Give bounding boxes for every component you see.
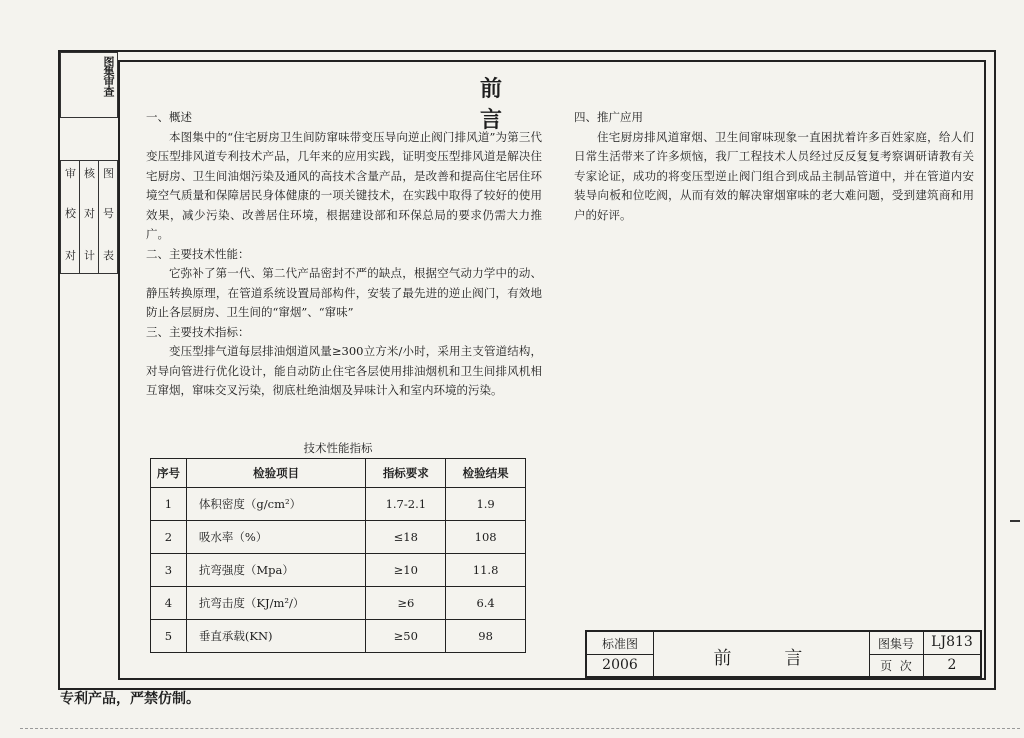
tb-set-label: 图集号 — [877, 637, 914, 651]
table-row — [151, 587, 526, 620]
side-col-1 — [61, 161, 80, 273]
table-cell: 3 — [151, 554, 187, 587]
table-header-cell: 指标要求 — [366, 459, 446, 488]
tb-standard-label: 标准图 — [601, 637, 638, 651]
tb-page-number: 2 — [947, 657, 957, 673]
section-2-heading: 二、主要技术性能： — [146, 246, 250, 261]
table-row — [151, 620, 526, 653]
table-cell: 98 — [446, 620, 526, 653]
section-1-body: 本图集中的“住宅厨房卫生间防窜味带变压导向逆止阀门排风道”为第三代变压型排风道专利技术产品，几年来的应用实践，证明变压型排风道是解决住宅厨房、卫生间油烟污染及通风的高技术含量产品，是改善和提高住宅居住环境空气质量和保障居民身体健康的一项关键技术，在实践中取得了较好的使用效果，减少污染、改善居住环境，根据建设部和环保总局的要求仍需大力推广。 — [146, 129, 542, 241]
side-label: 对 — [84, 207, 95, 220]
table-header-cell: 序号 — [151, 459, 187, 488]
table-header-row — [151, 459, 526, 488]
side-label: 图 — [103, 167, 114, 180]
tb-divider — [587, 654, 653, 655]
table-header-cell: 检验项目 — [186, 459, 366, 488]
table-cell: 11.8 — [446, 554, 526, 587]
section-4-body: 住宅厨房排风道窜烟、卫生间窜味现象一直困扰着许多百姓家庭，给人们日常生活带来了许多烦恼，我厂工程技术人员经过反反复复考察调研请教有关专家论证，成功的将变压型逆止阀门组合到成品主制品管道中，并在管道内安装导向板和位吃阀，从而有效的解决窜烟窜味的老大难问题，受到建筑商和用户的好评。 — [574, 129, 974, 222]
spec-table — [150, 458, 526, 653]
section-3-body: 变压型排气道每层排油烟道风量≥300立方米/小时，采用主支管道结构，对导向管进行优化设计，能自动防止住宅各层使用排油烟机和卫生间排风机相互窜烟，窜味交叉污染，彻底杜绝油烟及异味计入和室内环境的污染。 — [146, 344, 542, 397]
scan-edge-line — [20, 728, 1020, 729]
table-row — [151, 554, 526, 587]
table-cell: 抗弯击度（KJ/m²/） — [186, 587, 366, 620]
left-column — [146, 108, 542, 401]
side-label: 校 — [65, 207, 76, 220]
side-label: 表 — [103, 249, 114, 262]
side-col-3 — [99, 161, 118, 273]
scan-edge-mark — [1010, 520, 1020, 522]
table-row — [151, 521, 526, 554]
approval-stamp: 图集审查 — [60, 52, 118, 118]
section-3-heading: 三、主要技术指标： — [146, 324, 250, 339]
table-caption: 技术性能指标 — [303, 441, 373, 455]
table-cell: 1 — [151, 488, 187, 521]
side-col-2 — [80, 161, 99, 273]
table-cell: 体积密度（g/cm²） — [186, 488, 366, 521]
table-cell: 垂直承载(KN) — [186, 620, 366, 653]
table-cell: 4 — [151, 587, 187, 620]
side-label: 核 — [84, 167, 95, 180]
tb-sheet-name: 前 言 — [713, 648, 809, 669]
footer-patent-note: 专利产品，严禁仿制。 — [60, 691, 200, 707]
table-cell: ≥10 — [366, 554, 446, 587]
tb-set-number: LJ813 — [931, 634, 973, 650]
table-row — [151, 488, 526, 521]
table-cell: 1.7-2.1 — [366, 488, 446, 521]
table-cell: ≥50 — [366, 620, 446, 653]
page-title: 前 言 — [480, 76, 555, 133]
side-label: 对 — [65, 249, 76, 262]
side-signature-grid — [60, 160, 118, 274]
title-block — [585, 630, 982, 678]
tb-divider — [869, 654, 981, 655]
right-column — [574, 108, 974, 225]
table-cell: 1.9 — [446, 488, 526, 521]
table-header-cell: 检验结果 — [446, 459, 526, 488]
table-cell: ≥6 — [366, 587, 446, 620]
side-label: 计 — [84, 249, 95, 262]
table-cell: 108 — [446, 521, 526, 554]
side-label: 号 — [103, 207, 114, 220]
side-approval-strip — [60, 52, 118, 262]
table-cell: 2 — [151, 521, 187, 554]
section-1-heading: 一、概述 — [146, 110, 192, 124]
section-2-body: 它弥补了第一代、第二代产品密封不严的缺点，根据空气动力学中的动、静压转换原理，在管道系统设置局部构件，安装了最先进的逆止阀门，有效地防止各层厨房、卫生间的“窜烟”、“窜味” — [146, 266, 542, 319]
table-cell: 6.4 — [446, 587, 526, 620]
tb-year: 2006 — [602, 657, 638, 673]
tb-page-label: 页 次 — [880, 659, 912, 673]
side-label: 审 — [65, 167, 76, 180]
table-cell: ≤18 — [366, 521, 446, 554]
table-cell: 5 — [151, 620, 187, 653]
section-4-heading: 四、推广应用 — [574, 110, 643, 124]
table-cell: 抗弯强度（Mpa） — [186, 554, 366, 587]
table-cell: 吸水率（%） — [186, 521, 366, 554]
